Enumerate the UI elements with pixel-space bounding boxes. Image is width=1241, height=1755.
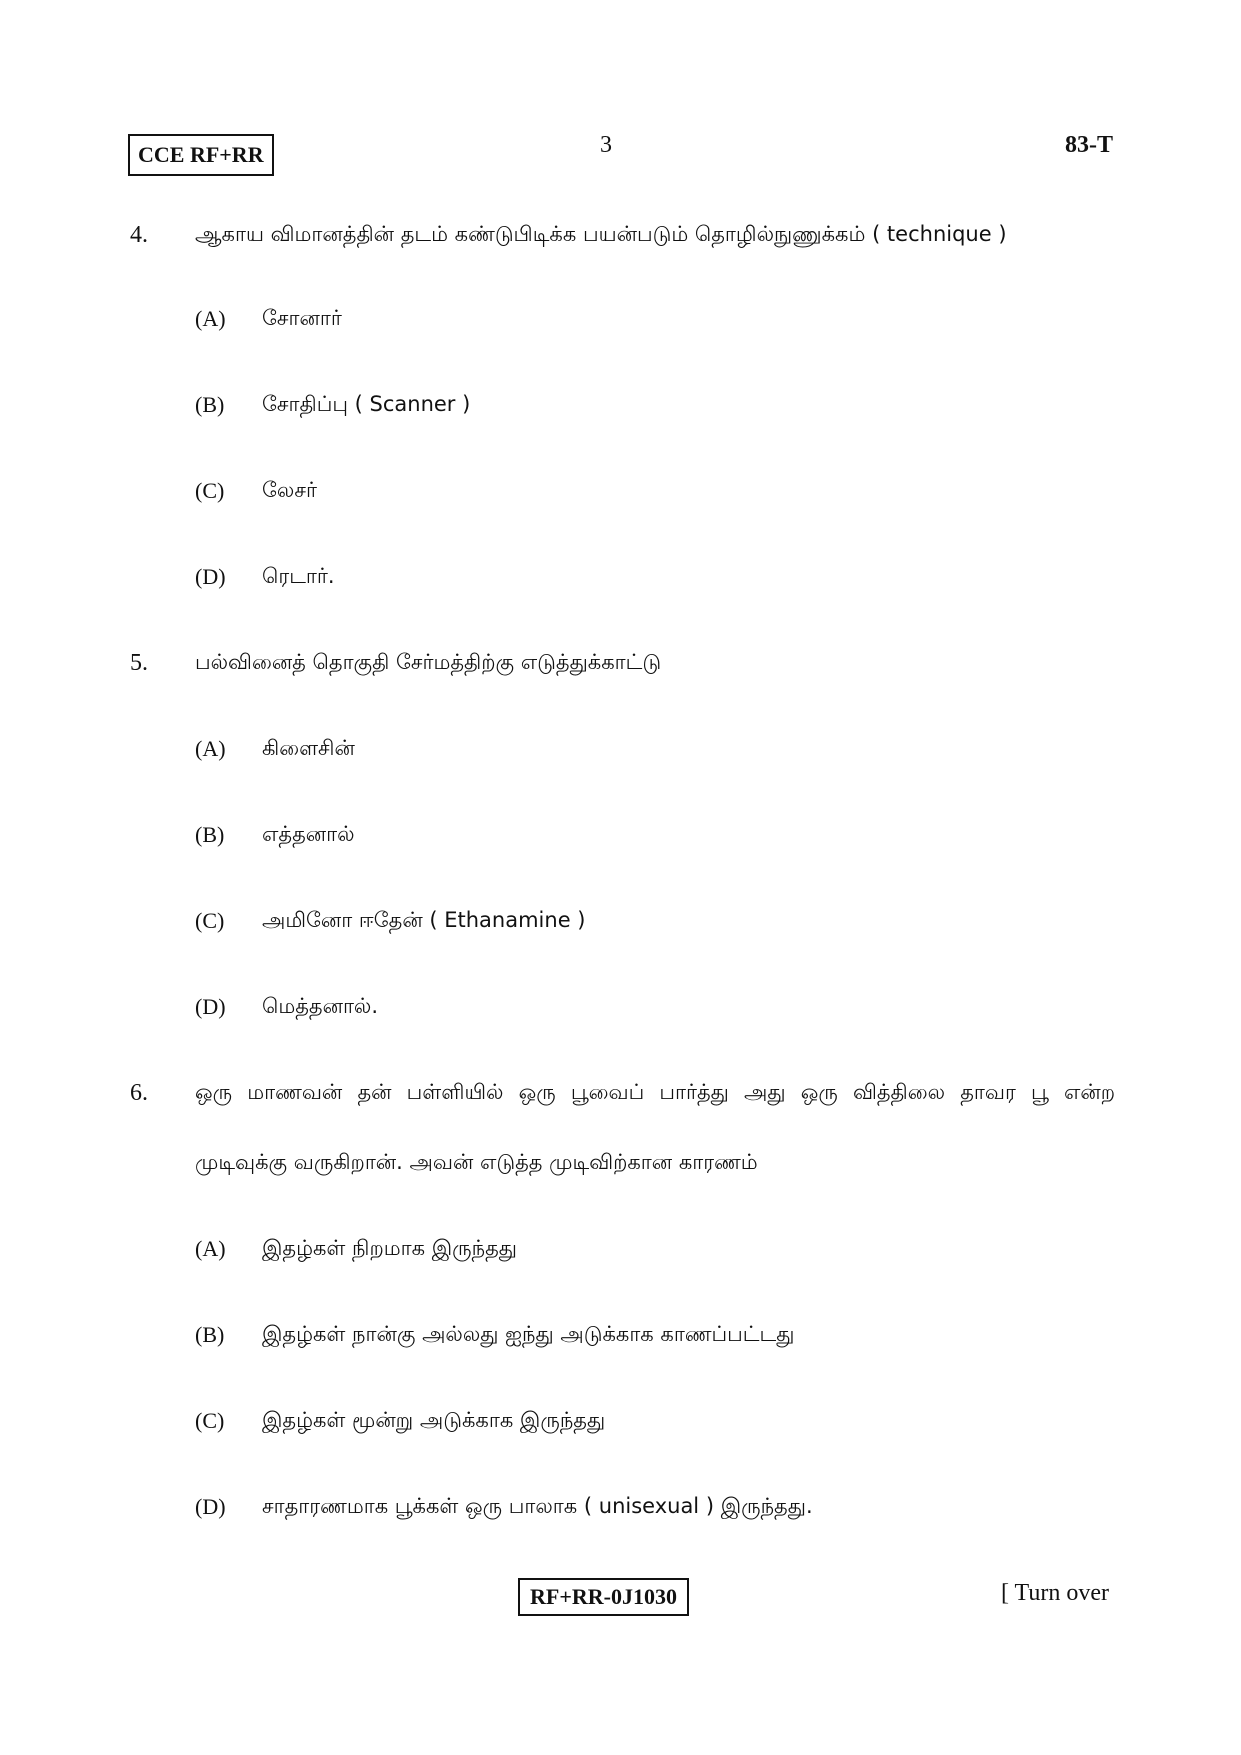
question-4-number: 4.: [130, 222, 148, 248]
question-6-text-line1: ஒரு மாணவன் தன் பள்ளியில் ஒரு பூவைப் பார்த்து அது ஒரு வித்திலை தாவர பூ என்ற: [195, 1080, 1115, 1104]
question-4-text: ஆகாய விமானத்தின் தடம் கண்டுபிடிக்க பயன்படும் தொழில்நுணுக்கம் ( technique ): [195, 222, 1007, 246]
question-6-option-c-label: (C): [195, 1408, 225, 1433]
question-4-option-b-text: சோதிப்பு ( Scanner ): [262, 392, 471, 416]
question-4-option-b-label: (B): [195, 392, 225, 417]
question-4-option-c-text: லேசர்: [262, 478, 317, 502]
question-6-option-d-text: சாதாரணமாக பூக்கள் ஒரு பாலாக ( unisexual ) இருந்தது.: [262, 1494, 813, 1518]
footer-code-box: RF+RR-0J1030: [518, 1578, 689, 1616]
question-5-option-a-text: கிளைசின்: [262, 736, 355, 760]
question-5-number: 5.: [130, 650, 148, 676]
question-5-option-d-label: (D): [195, 994, 226, 1019]
page-number: 3: [600, 132, 612, 158]
question-6-option-b-label: (B): [195, 1322, 225, 1347]
question-5-option-b-text: எத்தனால்: [262, 822, 355, 846]
header-code-box: CCE RF+RR: [128, 134, 274, 176]
question-5-option-a-label: (A): [195, 736, 226, 761]
question-5-option-c-text: அமினோ ஈதேன் ( Ethanamine ): [262, 908, 586, 932]
question-6-number: 6.: [130, 1080, 148, 1106]
question-5-option-b-label: (B): [195, 822, 225, 847]
question-6-text-line2: முடிவுக்கு வருகிறான். அவன் எடுத்த முடிவிற்கான காரணம்: [195, 1150, 758, 1174]
turn-over-note: [ Turn over: [1000, 1580, 1109, 1606]
question-6-option-a-label: (A): [195, 1236, 226, 1261]
question-6-option-d-label: (D): [195, 1494, 226, 1519]
question-6-option-a-text: இதழ்கள் நிறமாக இருந்தது: [262, 1236, 517, 1260]
question-4-option-a-text: சோனார்: [262, 306, 342, 330]
question-5-text: பல்வினைத் தொகுதி சேர்மத்திற்கு எடுத்துக்காட்டு: [195, 650, 662, 674]
question-4-option-d-label: (D): [195, 564, 226, 589]
question-6-option-b-text: இதழ்கள் நான்கு அல்லது ஐந்து அடுக்காக காணப்பட்டது: [262, 1322, 795, 1346]
question-5-option-c-label: (C): [195, 908, 225, 933]
question-6-option-c-text: இதழ்கள் மூன்று அடுக்காக இருந்தது: [262, 1408, 606, 1432]
question-4-option-a-label: (A): [195, 306, 226, 331]
question-4-option-c-label: (C): [195, 478, 225, 503]
question-4-option-d-text: ரெடார்.: [262, 564, 335, 588]
question-5-option-d-text: மெத்தனால்.: [262, 994, 379, 1018]
paper-code: 83-T: [1065, 132, 1113, 158]
